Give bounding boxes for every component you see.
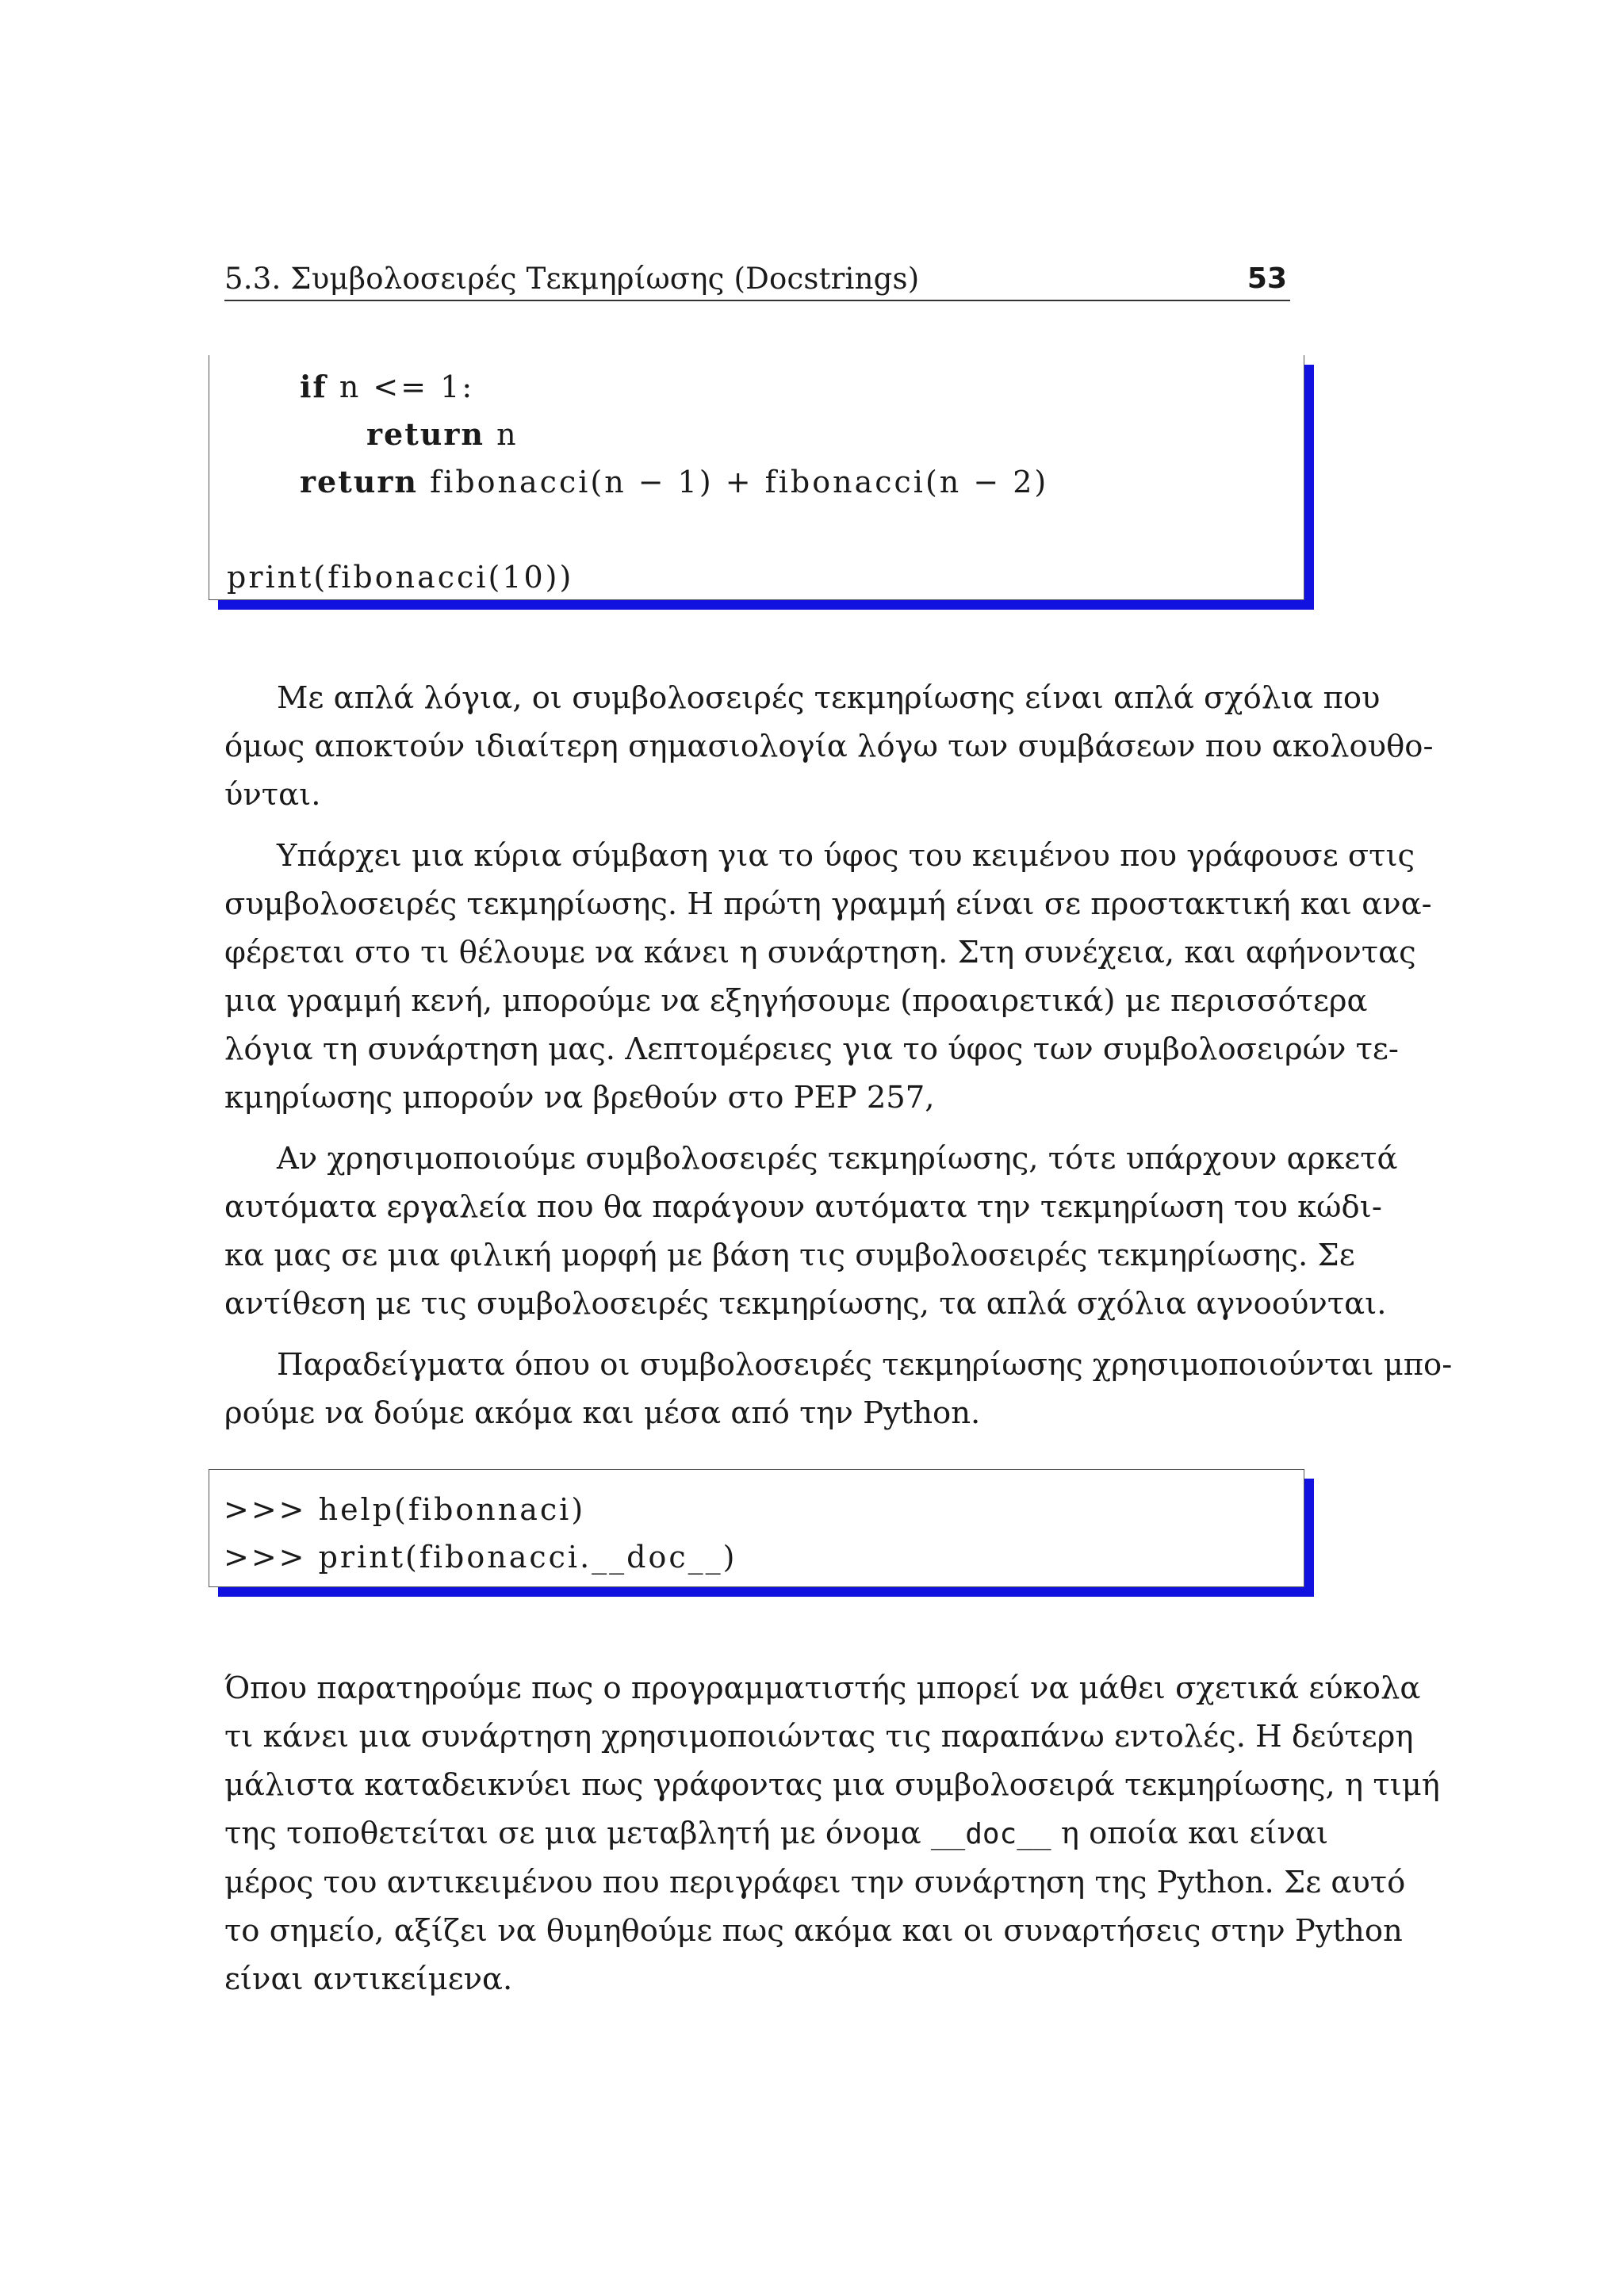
text-line: όμως αποκτούν ιδιαίτερη σημασιολογία λόγω των συμβάσεων που ακολουθο-	[224, 729, 1434, 764]
text-line: Αν χρησιμοποιούμε συμβολοσειρές τεκμηρίωσης, τότε υπάρχουν αρκετά	[277, 1141, 1398, 1177]
code-listing-fibonacci	[209, 355, 1304, 600]
text-line: ρούμε να δούμε ακόμα και μέσα από την Python.	[224, 1395, 981, 1431]
code-line: print(fibonacci(10))	[227, 560, 574, 595]
inline-code-doc: __doc__	[930, 1818, 1051, 1850]
text-line: ύνται.	[224, 777, 321, 813]
text-line: Υπάρχει μια κύρια σύμβαση για το ύφος του κειμένου που γράφουσε στις	[277, 838, 1415, 874]
code-line: return fibonacci(n − 1) + fibonacci(n − 2)	[300, 464, 1049, 499]
code-line: >>> print(fibonacci.__doc__)	[224, 1540, 737, 1575]
text-line: λόγια τη συνάρτηση μας. Λεπτομέρειες για το ύφος των συμβολοσειρών τε-	[224, 1031, 1399, 1067]
text-line: της τοποθετείται σε μια μεταβλητή με όνομα __doc__ η οποία και είναι	[224, 1816, 1329, 1851]
page-number: 53	[1247, 262, 1287, 295]
text-line: είναι αντικείμενα.	[224, 1961, 513, 1997]
text-line: φέρεται στο τι θέλουμε να κάνει η συνάρτηση. Στη συνέχεια, και αφήνοντας	[224, 935, 1416, 970]
code-line: >>> help(fibonnaci)	[224, 1492, 586, 1527]
text-line: Παραδείγματα όπου οι συμβολοσειρές τεκμηρίωσης χρησιμοποιούνται μπο-	[277, 1347, 1453, 1383]
running-header	[224, 258, 1290, 301]
paragraph-5	[224, 1664, 1440, 2003]
text-line: τι κάνει μια συνάρτηση χρησιμοποιώντας τις παραπάνω εντολές. Η δεύτερη	[224, 1719, 1414, 1755]
text-line: αυτόματα εργαλεία που θα παράγουν αυτόματα την τεκμηρίωση του κώδι-	[224, 1189, 1382, 1225]
text-line: συμβολοσειρές τεκμηρίωσης. Η πρώτη γραμμή είναι σε προστακτική και ανα-	[224, 886, 1432, 922]
paragraph-3	[224, 1135, 1398, 1328]
text-line: μια γραμμή κενή, μπορούμε να εξηγήσουμε (προαιρετικά) με περισσότερα	[224, 983, 1368, 1019]
paragraph-4	[224, 1341, 1453, 1437]
code-line: if n <= 1:	[300, 369, 475, 404]
text-line: αντίθεση με τις συμβολοσειρές τεκμηρίωσης, τα απλά σχόλια αγνοούνται.	[224, 1286, 1387, 1322]
text-line: κα μας σε μια φιλική μορφή με βάση τις συμβολοσειρές τεκμηρίωσης. Σε	[224, 1238, 1355, 1273]
paragraph-2	[224, 832, 1432, 1122]
text-line: το σημείο, αξίζει να θυμηθούμε πως ακόμα και οι συναρτήσεις στην Python	[224, 1913, 1403, 1949]
code-listing-help	[209, 1469, 1304, 1587]
text-line: κμηρίωσης μπορούν να βρεθούν στο PEP 257,	[224, 1080, 935, 1115]
text-line: Με απλά λόγια, οι συμβολοσειρές τεκμηρίωσης είναι απλά σχόλια που	[277, 680, 1381, 716]
paragraph-1	[224, 674, 1434, 819]
code-line: return n	[366, 416, 519, 452]
text-line: Όπου παρατηρούμε πως ο προγραμματιστής μπορεί να μάθει σχετικά εύκολα	[224, 1670, 1421, 1706]
text-line: μάλιστα καταδεικνύει πως γράφοντας μια συμβολοσειρά τεκμηρίωσης, η τιμή	[224, 1767, 1440, 1803]
section-title: 5.3. Συμβολοσειρές Τεκμηρίωσης (Docstrings)	[224, 262, 920, 296]
text-line: μέρος του αντικειμένου που περιγράφει την συνάρτηση της Python. Σε αυτό	[224, 1865, 1406, 1900]
